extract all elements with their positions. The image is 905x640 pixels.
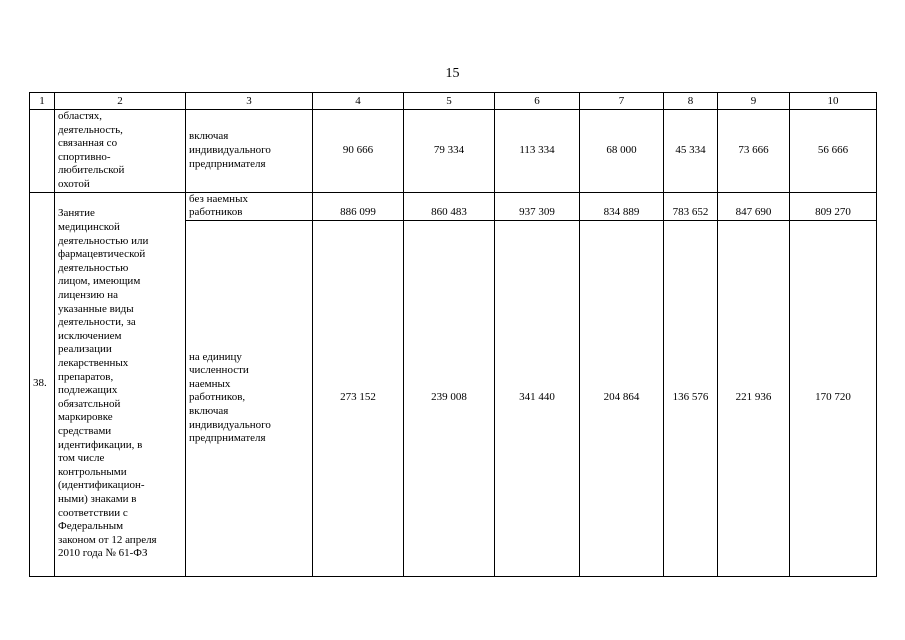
value-cell — [718, 220, 790, 576]
column-number-row — [30, 93, 877, 110]
value-cell — [313, 110, 404, 193]
column-header: 1 — [30, 93, 55, 110]
column-header: 8 — [664, 93, 718, 110]
value: 341 440 — [519, 391, 555, 404]
value-cell — [495, 192, 580, 220]
value: 239 008 — [431, 391, 467, 404]
value-cell — [790, 192, 877, 220]
table-row — [30, 110, 877, 193]
tariff-table — [29, 92, 877, 577]
value: 90 666 — [342, 143, 374, 156]
value: 860 483 — [431, 206, 467, 219]
value-cell — [580, 220, 664, 576]
value: 68 000 — [606, 143, 637, 156]
value-cell — [404, 110, 495, 193]
activity-cell — [55, 192, 186, 576]
value-cell — [404, 220, 495, 576]
value-cell — [404, 192, 495, 220]
value: 273 152 — [340, 391, 376, 404]
value-cell — [580, 110, 664, 193]
value-cell — [664, 110, 718, 193]
value: 847 690 — [735, 206, 772, 219]
column-header: 4 — [313, 93, 404, 110]
column-header: 9 — [718, 93, 790, 110]
category-cell — [186, 192, 313, 220]
value: 56 666 — [817, 143, 849, 156]
value-cell — [313, 220, 404, 576]
value: 79 334 — [433, 143, 465, 156]
column-header: 7 — [580, 93, 664, 110]
value-cell — [664, 192, 718, 220]
row-number-cell — [30, 110, 55, 193]
page-number: 15 — [445, 66, 460, 81]
value-cell — [495, 220, 580, 576]
category-cell — [186, 220, 313, 576]
column-header: 6 — [495, 93, 580, 110]
column-header: 10 — [790, 93, 877, 110]
value: 221 936 — [735, 391, 772, 404]
category-text: без наемных работников — [189, 192, 248, 219]
value: 73 666 — [738, 143, 769, 156]
column-header: 2 — [55, 93, 186, 110]
value-cell — [790, 220, 877, 576]
value: 136 576 — [672, 391, 709, 404]
value-cell — [790, 110, 877, 193]
activity-text: Занятие медицинской деятельностью или фармацевтической деятельностью лицом, имеющим лицензию на указанные виды деятельности, за исключением реализации лекарственных препаратов, подлежащих обязатсльной маркировке средствами идентификации, в том числе контрольными (идентификацион- ными) знаками в соответствии с Федеральным законом от 12 апреля 2010 года № 61-ФЗ — [58, 207, 157, 560]
activity-cell — [55, 110, 186, 193]
category-text: на единицу численности наемных работников, включая индивидуального предпрнимателя — [189, 350, 271, 445]
value: 113 334 — [519, 143, 555, 156]
category-cell — [186, 110, 313, 193]
value: 886 099 — [340, 206, 376, 219]
value-cell — [313, 192, 404, 220]
value: 45 334 — [675, 143, 706, 156]
column-header: 3 — [186, 93, 313, 110]
category-text: включая индивидуального предпрнимателя — [189, 130, 271, 170]
value: 834 889 — [603, 206, 640, 219]
value-cell — [718, 192, 790, 220]
value: 783 652 — [672, 206, 709, 219]
row-number-cell: 38. — [30, 192, 55, 576]
value-cell — [495, 110, 580, 193]
column-header: 5 — [404, 93, 495, 110]
value: 937 309 — [519, 206, 555, 219]
value-cell — [664, 220, 718, 576]
value: 809 270 — [815, 206, 851, 219]
value: 204 864 — [603, 391, 640, 404]
value-cell — [718, 110, 790, 193]
value-cell — [580, 192, 664, 220]
value: 170 720 — [815, 391, 851, 404]
activity-text: областях, деятельность, связанная со спортивно- любительской охотой — [58, 110, 125, 190]
table-row — [30, 192, 877, 220]
